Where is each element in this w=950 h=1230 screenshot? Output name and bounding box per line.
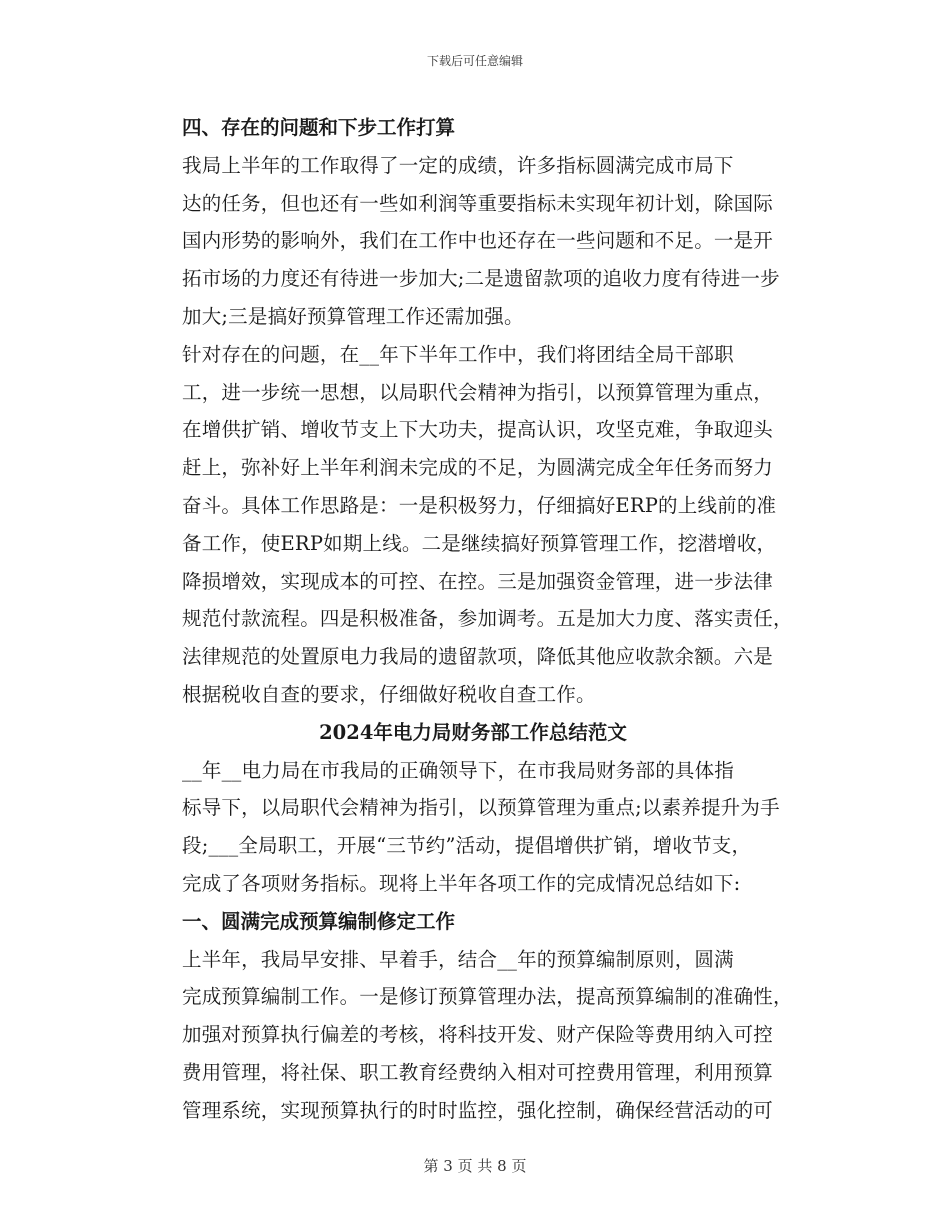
- text-line: 费用管理，将社保、职工教育经费纳入相对可控费用管理，利用预算: [182, 1060, 774, 1084]
- paragraph-plans: [143, 336, 803, 714]
- text-line: 我局上半年的工作取得了一定的成绩，许多指标圆满完成市局下: [182, 153, 734, 177]
- text-line: 法律规范的处置原电力我局的遗留款项，降低其他应收款余额。六是: [182, 645, 774, 669]
- text-line: 降损增效，实现成本的可控、在控。三是加强资金管理，进一步法律: [182, 569, 774, 593]
- text-line: 工，进一步统一思想，以局职代会精神为指引，以预算管理为重点，: [182, 380, 774, 404]
- text-line: 加大;三是搞好预算管理工作还需加强。: [182, 304, 524, 328]
- text-line: __年__电力局在市我局的正确领导下，在市我局财务部的具体指: [182, 758, 735, 782]
- page-header: 下载后可任意编辑: [426, 54, 523, 68]
- text-line: 国内形势的影响外，我们在工作中也还存在一些问题和不足。一是开: [182, 229, 774, 253]
- paragraph-intro: [143, 752, 803, 903]
- text-line: 备工作，使ERP如期上线。二是继续搞好预算管理工作，挖潜增收，: [182, 531, 777, 555]
- section-heading-problems: 四、存在的问题和下步工作打算: [182, 116, 456, 139]
- text-line: 拓市场的力度还有待进一步加大;二是遗留款项的追收力度有待进一步: [182, 267, 780, 291]
- text-line: 上半年，我局早安排、早着手，结合__年的预算编制原则，圆满: [182, 947, 734, 971]
- paragraph-achievements: [143, 147, 803, 336]
- text-line: 管理系统，实现预算执行的时时监控，强化控制，确保经营活动的可: [182, 1098, 774, 1122]
- text-line: 段;___全局职工，开展“三节约”活动，提倡增供扩销，增收节支，: [182, 834, 752, 858]
- document-title: 2024年电力局财务部工作总结范文: [319, 720, 627, 744]
- paragraph-budget: [143, 941, 803, 1130]
- text-line: 在增供扩销、增收节支上下大功夫，提高认识，攻坚克难，争取迎头: [182, 418, 774, 442]
- text-line: 达的任务，但也还有一些如利润等重要指标未实现年初计划，除国际: [182, 191, 774, 215]
- text-line: 完成预算编制工作。一是修订预算管理办法，提高预算编制的准确性，: [182, 985, 793, 1009]
- text-line: 奋斗。具体工作思路是：一是积极努力，仔细搞好ERP的上线前的准: [182, 493, 777, 517]
- text-line: 针对存在的问题，在__年下半年工作中，我们将团结全局干部职: [182, 342, 734, 366]
- text-line: 根据税收自查的要求，仔细做好税收自查工作。: [182, 682, 596, 706]
- text-line: 标导下，以局职代会精神为指引，以预算管理为重点;以素养提升为手: [182, 796, 780, 820]
- section-heading-budget: 一、圆满完成预算编制修定工作: [182, 909, 456, 933]
- text-line: 赶上，弥补好上半年利润未完成的不足，为圆满完成全年任务而努力: [182, 456, 774, 480]
- text-line: 加强对预算执行偏差的考核，将科技开发、财产保险等费用纳入可控: [182, 1023, 774, 1047]
- text-line: 规范付款流程。四是积极准备，参加调考。五是加大力度、落实责任，: [182, 607, 793, 631]
- document-body: [143, 109, 803, 1130]
- page-number: 第 3 页 共 8 页: [423, 1157, 527, 1175]
- text-line: 完成了各项财务指标。现将上半年各项工作的完成情况总结如下:: [182, 871, 741, 895]
